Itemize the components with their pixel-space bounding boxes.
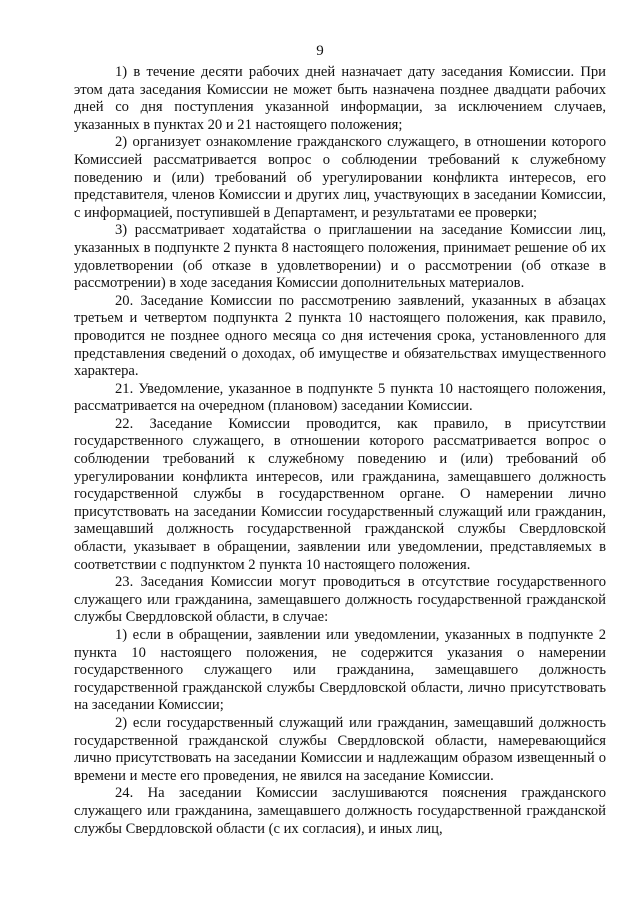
- paragraph: 2) организует ознакомление гражданского служащего, в отношении которого Комиссией рассматривается вопрос о соблюдении требований к служебному поведению и (или) требований об урегулировании конфликта интересов, его представителя, членов Комиссии и других лиц, участвующих в заседании Комиссии, с информацией, поступившей в Департамент, и результатами ее проверки;: [74, 134, 606, 221]
- paragraph: 1) если в обращении, заявлении или уведомлении, указанных в подпункте 2 пункта 10 настоящего положения, не содержится указания о намерении государственного служащего или гражданина, замещавшего должность государственной гражданской службы Свердловской области, лично присутствовать на заседании Комиссии;: [74, 627, 606, 714]
- paragraph: 3) рассматривает ходатайства о приглашении на заседание Комиссии лиц, указанных в подпункте 2 пункта 8 настоящего положения, принимает решение об их удовлетворении (об отказе в удовлетворении) и о рассмотрении (об отказе в рассмотрении) в ходе заседания Комиссии дополнительных материалов.: [74, 222, 606, 292]
- paragraph: 1) в течение десяти рабочих дней назначает дату заседания Комиссии. При этом дата заседания Комиссии не может быть назначена позднее двадцати рабочих дней со дня поступления указанной информации, за исключением случаев, указанных в пунктах 20 и 21 настоящего положения;: [74, 64, 606, 133]
- paragraph: 24. На заседании Комиссии заслушиваются пояснения гражданского служащего или гражданина, замещавшего должность государственной гражданской службы Свердловской области (с их согласия), и иных лиц,: [74, 785, 606, 837]
- paragraph: 20. Заседание Комиссии по рассмотрению заявлений, указанных в абзацах третьем и четвертом подпункта 2 пункта 10 настоящего положения, как правило, проводится не позднее одного месяца со дня истечения срока, установленного для представления сведений о доходах, об имуществе и обязательствах имущественного характера.: [74, 292, 606, 380]
- page-number: 9: [316, 43, 324, 59]
- paragraph: 21. Уведомление, указанное в подпункте 5 пункта 10 настоящего положения, рассматривается на очередном (плановом) заседании Комиссии.: [74, 380, 606, 415]
- document-body: [74, 64, 606, 838]
- paragraph: 2) если государственный служащий или гражданин, замещавший должность государственной гражданской службы Свердловской области, намеревающийся лично присутствовать на заседании Комиссии и надлежащим образом извещенный о времени и месте его проведения, не явился на заседание Комиссии.: [74, 714, 606, 784]
- paragraph: 22. Заседание Комиссии проводится, как правило, в присутствии государственного служащего, в отношении которого рассматривается вопрос о соблюдении требований к служебному поведению и (или) требований об урегулировании конфликта интересов, или гражданина, замещавшего должность государственной службы в государственном органе. О намерении лично присутствовать на заседании Комиссии государственный служащий или гражданин, замещавший должность государственной гражданской службы Свердловской области, указывает в обращении, заявлении или уведомлении, представляемых в соответствии с подпунктом 2 пункта 10 настоящего положения.: [74, 415, 606, 573]
- paragraph: 23. Заседания Комиссии могут проводиться в отсутствие государственного служащего или гражданина, замещавшего должность государственной гражданской службы Свердловской области, в случае:: [74, 574, 606, 626]
